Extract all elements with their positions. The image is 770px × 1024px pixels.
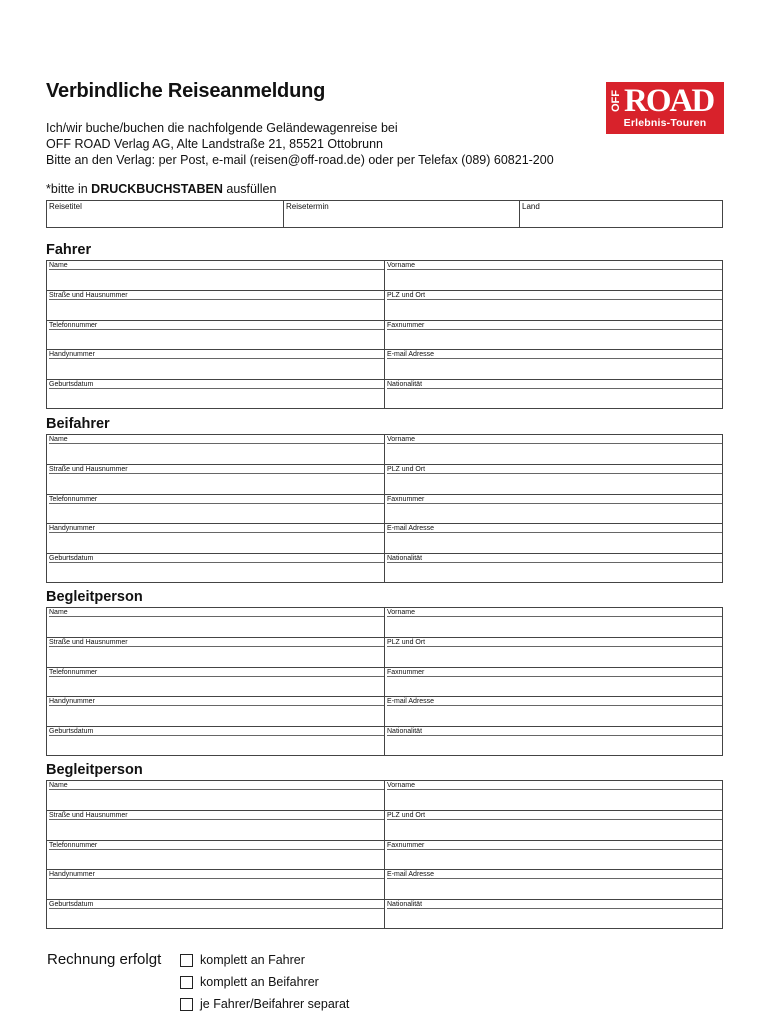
person-grid-codriver [46, 434, 723, 583]
form-field[interactable] [384, 900, 722, 928]
billing-option-separate[interactable]: je Fahrer/Beifahrer separat [180, 997, 349, 1011]
field-label: Geburtsdatum [49, 900, 384, 909]
form-field[interactable] [384, 638, 722, 666]
field-label: Faxnummer [387, 321, 722, 330]
field-label: Straße und Hausnummer [49, 811, 384, 820]
form-row [47, 781, 722, 810]
intro-line: Ich/wir buche/buchen die nachfolgende Geländewagenreise bei [46, 121, 398, 135]
field-label: Vorname [387, 435, 722, 444]
form-field[interactable] [47, 291, 384, 319]
intro-line: Bitte an den Verlag: per Post, e-mail (reisen@off-road.de) oder per Telefax (089) 60821-200 [46, 153, 554, 167]
form-field[interactable] [384, 321, 722, 349]
person-grid-driver [46, 260, 723, 409]
field-label: Straße und Hausnummer [49, 465, 384, 474]
trip-country-field[interactable]: Land [519, 201, 722, 227]
billing-label: Rechnung erfolgt [47, 951, 162, 968]
form-field[interactable] [47, 668, 384, 696]
form-row [47, 608, 722, 637]
form-field[interactable] [384, 608, 722, 637]
field-label: Geburtsdatum [49, 727, 384, 736]
form-row [47, 523, 722, 552]
form-row [47, 667, 722, 696]
field-label: Telefonnummer [49, 495, 384, 504]
intro-line: OFF ROAD Verlag AG, Alte Landstraße 21, 85521 Ottobrunn [46, 137, 383, 151]
intro-text [46, 120, 554, 168]
field-label: Telefonnummer [49, 668, 384, 677]
field-label: Handynummer [49, 350, 384, 359]
form-row [47, 869, 722, 898]
field-label: PLZ und Ort [387, 291, 722, 300]
field-label: E-mail Adresse [387, 350, 722, 359]
form-field[interactable] [384, 435, 722, 464]
form-field[interactable] [47, 524, 384, 552]
field-label: E-mail Adresse [387, 697, 722, 706]
form-field[interactable] [47, 781, 384, 810]
field-label: Vorname [387, 781, 722, 790]
billing-option-driver[interactable]: komplett an Fahrer [180, 953, 305, 967]
form-field[interactable] [47, 465, 384, 493]
section-heading-companion-1: Begleitperson [46, 589, 143, 605]
section-heading-companion-2: Begleitperson [46, 762, 143, 778]
trip-title-field[interactable]: Reisetitel [49, 202, 82, 211]
form-field[interactable] [384, 697, 722, 725]
form-field[interactable] [384, 465, 722, 493]
billing-option-codriver[interactable]: komplett an Beifahrer [180, 975, 319, 989]
person-grid-companion-2 [46, 780, 723, 929]
form-field[interactable] [47, 350, 384, 378]
form-field[interactable] [384, 870, 722, 898]
field-label: Geburtsdatum [49, 554, 384, 563]
logo-off-text: OFF [610, 90, 622, 112]
off-road-logo [606, 82, 724, 134]
field-label: Straße und Hausnummer [49, 638, 384, 647]
field-label: Nationalität [387, 380, 722, 389]
form-row [47, 435, 722, 464]
field-label: Geburtsdatum [49, 380, 384, 389]
checkbox[interactable] [180, 954, 193, 967]
form-field[interactable] [47, 554, 384, 582]
page-title: Verbindliche Reiseanmeldung [46, 80, 326, 102]
form-field[interactable] [47, 841, 384, 869]
field-label: Faxnummer [387, 495, 722, 504]
field-label: Name [49, 781, 384, 790]
form-row [47, 261, 722, 290]
form-row [47, 637, 722, 666]
form-field[interactable] [47, 638, 384, 666]
checkbox[interactable] [180, 998, 193, 1011]
field-label: E-mail Adresse [387, 870, 722, 879]
form-row [47, 290, 722, 319]
field-label: Handynummer [49, 524, 384, 533]
field-label: Nationalität [387, 727, 722, 736]
form-row [47, 553, 722, 582]
form-field[interactable] [384, 261, 722, 290]
form-field[interactable] [47, 261, 384, 290]
field-label: Nationalität [387, 900, 722, 909]
field-label: PLZ und Ort [387, 811, 722, 820]
form-field[interactable] [384, 727, 722, 755]
form-row [47, 726, 722, 755]
field-label: Name [49, 608, 384, 617]
field-label: Name [49, 435, 384, 444]
form-row [47, 899, 722, 928]
form-field[interactable] [384, 380, 722, 408]
logo-road-text: ROAD [624, 83, 714, 119]
form-field[interactable] [47, 727, 384, 755]
logo-subtitle: Erlebnis-Touren [623, 117, 707, 129]
field-label: Faxnummer [387, 841, 722, 850]
form-row [47, 320, 722, 349]
form-field[interactable] [47, 697, 384, 725]
field-label: Vorname [387, 608, 722, 617]
form-field[interactable] [47, 435, 384, 464]
form-field[interactable] [47, 608, 384, 637]
field-label: Nationalität [387, 554, 722, 563]
fill-instruction: *bitte in DRUCKBUCHSTABEN ausfüllen [46, 182, 277, 196]
form-row [47, 349, 722, 378]
form-field[interactable] [384, 495, 722, 523]
form-field[interactable] [47, 380, 384, 408]
form-field[interactable] [384, 350, 722, 378]
field-label: Straße und Hausnummer [49, 291, 384, 300]
form-field[interactable] [384, 291, 722, 319]
form-row [47, 840, 722, 869]
field-label: Handynummer [49, 870, 384, 879]
form-field[interactable] [384, 781, 722, 810]
form-field[interactable] [384, 554, 722, 582]
form-row [47, 464, 722, 493]
form-field[interactable] [384, 811, 722, 839]
form-field[interactable] [47, 900, 384, 928]
form-row [47, 696, 722, 725]
form-field[interactable] [47, 870, 384, 898]
form-field[interactable] [384, 668, 722, 696]
field-label: Handynummer [49, 697, 384, 706]
form-field[interactable] [384, 841, 722, 869]
field-label: Telefonnummer [49, 841, 384, 850]
form-row [47, 379, 722, 408]
field-label: PLZ und Ort [387, 638, 722, 647]
checkbox[interactable] [180, 976, 193, 989]
section-heading-codriver: Beifahrer [46, 416, 110, 432]
field-label: PLZ und Ort [387, 465, 722, 474]
form-row [47, 810, 722, 839]
section-heading-driver: Fahrer [46, 242, 92, 258]
field-label: Vorname [387, 261, 722, 270]
field-label: E-mail Adresse [387, 524, 722, 533]
field-label: Faxnummer [387, 668, 722, 677]
field-label: Name [49, 261, 384, 270]
form-field[interactable] [384, 524, 722, 552]
field-label: Telefonnummer [49, 321, 384, 330]
form-row [47, 494, 722, 523]
form-field[interactable] [47, 321, 384, 349]
trip-fields [46, 200, 723, 228]
trip-date-field[interactable]: Reisetermin [283, 201, 519, 227]
form-field[interactable] [47, 495, 384, 523]
form-field[interactable] [47, 811, 384, 839]
person-grid-companion-1 [46, 607, 723, 756]
